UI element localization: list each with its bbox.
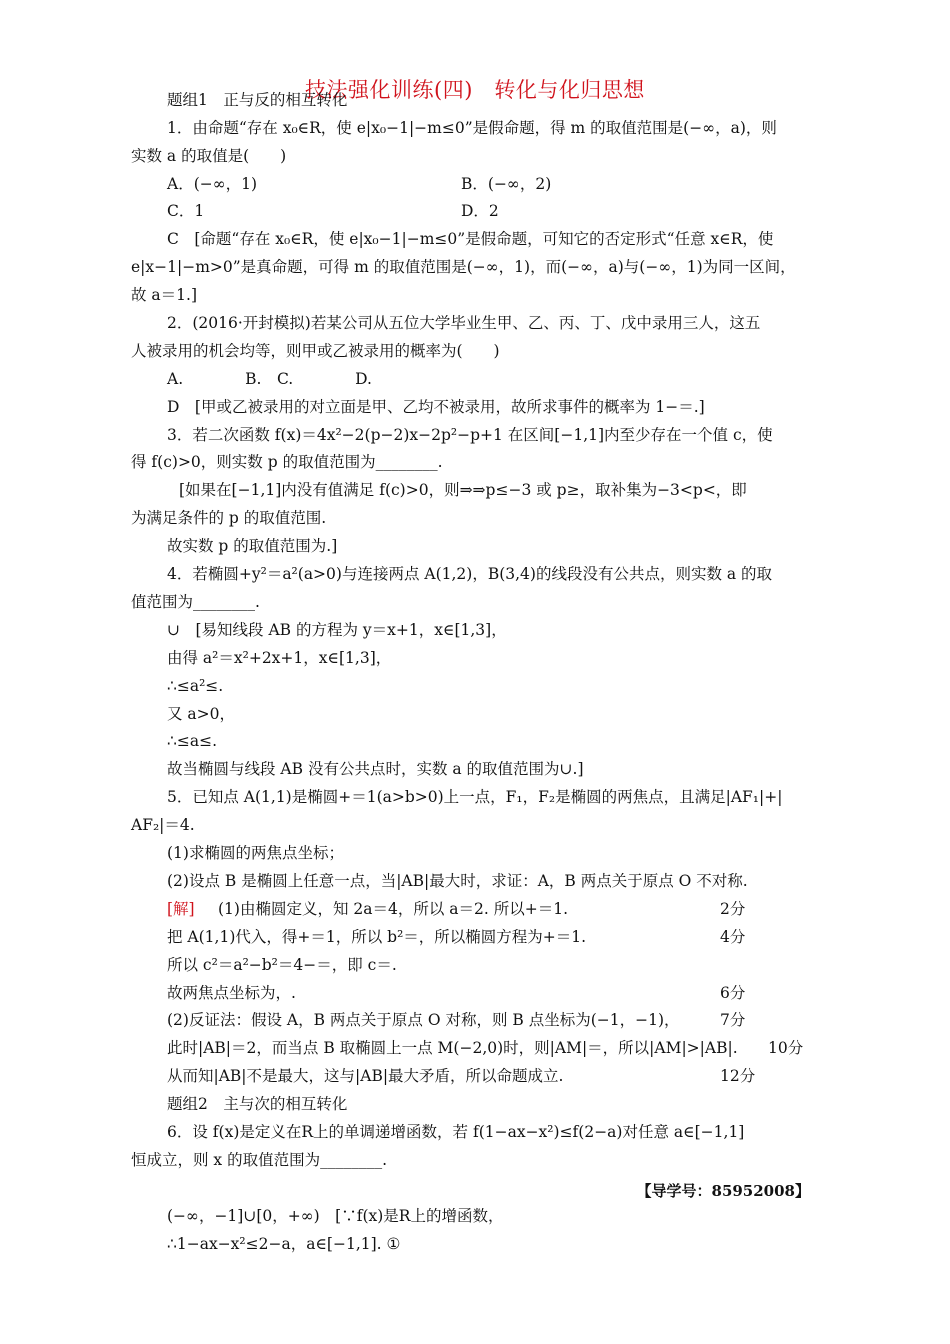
text-line: 得 f(c)>0，则实数 p 的取值范围为________. — [131, 453, 443, 471]
text-line: B．(−∞，2) — [461, 175, 552, 193]
text-line: 故两焦点坐标为，. — [167, 984, 296, 1002]
text-line: 2．(2016·开封模拟)若某公司从五位大学毕业生甲、乙、丙、丁、戊中录用三人，这五 — [167, 314, 761, 332]
text-line: 从而知|AB|不是最大，这与|AB|最大矛盾，所以命题成立. — [167, 1067, 564, 1085]
text-line: 故当椭圆与线段 AB 没有公共点时，实数 a 的取值范围为∪.] — [167, 760, 584, 778]
text-line: 所以 c²＝a²−b²＝4−＝，即 c＝. — [167, 956, 397, 974]
text-line: 此时|AB|＝2，而当点 B 取椭圆上一点 M(−2,0)时，则|AM|＝，所以|AM|>|AB|. — [167, 1039, 738, 1057]
reference-number: 【导学号：85952008】 — [636, 1182, 810, 1200]
text-line: D．2 — [461, 202, 499, 220]
text-line: 人被录用的机会均等，则甲或乙被录用的概率为( ) — [131, 342, 500, 360]
text-line: 故 a＝1.] — [131, 286, 198, 304]
page-title: 技法强化训练(四) 转化与化归思想 — [305, 78, 645, 102]
text-line: 题组1 正与反的相互转化 — [167, 91, 348, 109]
text-line: 5．已知点 A(1,1)是椭圆+＝1(a>b>0)上一点，F₁，F₂是椭圆的两焦点，且满足|AF₁|+| — [167, 788, 783, 806]
text-line: (2)设点 B 是椭圆上任意一点，当|AB|最大时，求证：A，B 两点关于原点 O 不对称. — [167, 872, 748, 890]
score-mark: 10分 — [768, 1039, 804, 1057]
text-line: AF₂|＝4. — [131, 816, 195, 834]
text-line: 恒成立，则 x 的取值范围为________. — [131, 1151, 388, 1169]
text-line: A. B. C. D. — [167, 370, 372, 388]
text-line: (1)求椭圆的两焦点坐标； — [167, 844, 344, 862]
text-line: C．1 — [167, 202, 205, 220]
score-mark: 7分 — [720, 1011, 746, 1029]
text-line: 值范围为________. — [131, 593, 260, 611]
score-mark: 4分 — [720, 928, 746, 946]
text-line: (1)由椭圆定义，知 2a＝4，所以 a＝2. 所以+＝1. — [218, 900, 569, 918]
text-line: 1．由命题“存在 x₀∈R，使 e|x₀−1|−m≤0”是假命题，得 m 的取值范围是(−∞，a)，则 — [167, 119, 777, 137]
text-line: 4．若椭圆+y²＝a²(a>0)与连接两点 A(1,2)，B(3,4)的线段没有公共点，则实数 a 的取 — [167, 565, 773, 583]
score-mark: 6分 — [720, 984, 746, 1002]
text-line: (−∞，−1]∪[0，+∞) [∵f(x)是R上的增函数， — [167, 1207, 504, 1225]
text-line: 又 a>0， — [167, 705, 236, 723]
text-line: 把 A(1,1)代入，得+＝1，所以 b²＝，所以椭圆方程为+＝1. — [167, 928, 587, 946]
text-line: ∴≤a≤. — [167, 732, 218, 750]
text-line: 由得 a²＝x²+2x+1，x∈[1,3]， — [167, 649, 392, 667]
text-line: e|x−1|−m>0”是真命题，可得 m 的取值范围是(−∞，1)，而(−∞，a)与(−∞，1)为同一区间， — [131, 258, 796, 276]
text-line: C [命题“存在 x₀∈R，使 e|x₀−1|−m≤0”是假命题，可知它的否定形式“任意 x∈R，使 — [167, 230, 774, 248]
text-line: [如果在[−1,1]内没有值满足 f(c)>0，则⇒⇒p≤−3 或 p≥，取补集为−3<p<，即 — [179, 481, 747, 499]
text-line: 实数 a 的取值是( ) — [131, 147, 287, 165]
text-line: D [甲或乙被录用的对立面是甲、乙均不被录用，故所求事件的概率为 1−＝.] — [167, 398, 705, 416]
text-line: ∴≤a²≤. — [167, 677, 224, 695]
text-line: ∪ [易知线段 AB 的方程为 y＝x+1，x∈[1,3]， — [167, 621, 507, 639]
text-line: ∴1−ax−x²≤2−a，a∈[−1,1]. ① — [167, 1235, 401, 1253]
text-line: 6．设 f(x)是定义在R上的单调递增函数，若 f(1−ax−x²)≤f(2−a)对任意 a∈[−1,1] — [167, 1123, 745, 1141]
text-line: 故实数 p 的取值范围为.] — [167, 537, 338, 555]
score-mark: 12分 — [720, 1067, 756, 1085]
solution-tag: [解] — [167, 900, 195, 918]
text-line: A．(−∞，1) — [167, 175, 258, 193]
score-mark: 2分 — [720, 900, 746, 918]
text-line: 为满足条件的 p 的取值范围. — [131, 509, 327, 527]
text-line: (2)反证法：假设 A，B 两点关于原点 O 对称，则 B 点坐标为(−1，−1)， — [167, 1011, 680, 1029]
text-line: 3．若二次函数 f(x)＝4x²−2(p−2)x−2p²−p+1 在区间[−1,1]内至少存在一个值 c，使 — [167, 426, 773, 444]
text-line: 题组2 主与次的相互转化 — [167, 1095, 348, 1113]
